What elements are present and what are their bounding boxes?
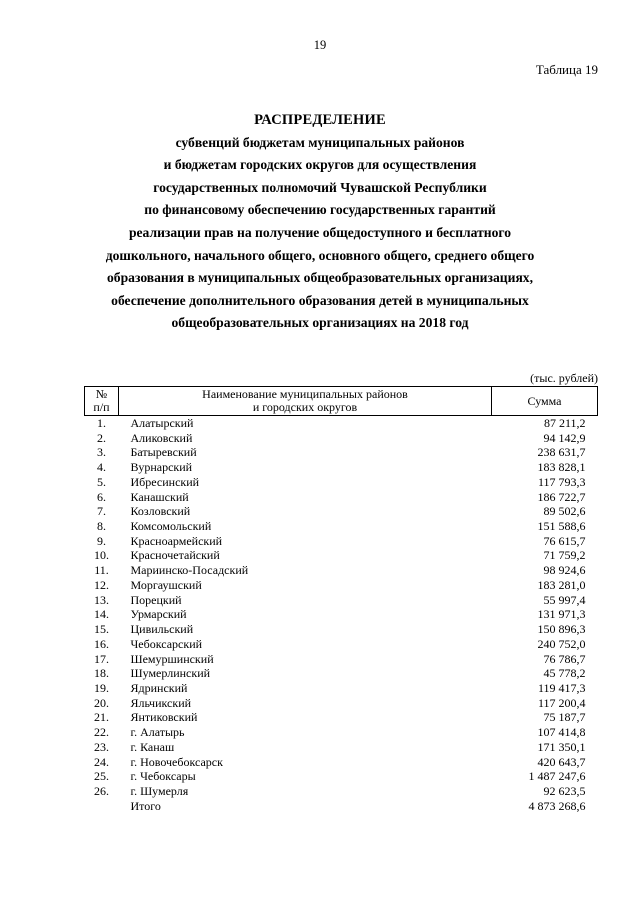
row-number: 1. bbox=[97, 416, 106, 430]
title-line: государственных полномочий Чувашской Республики bbox=[153, 179, 487, 195]
row-number: 26. bbox=[94, 783, 109, 798]
table-row bbox=[85, 504, 598, 519]
table-row bbox=[85, 784, 598, 799]
table-row bbox=[85, 696, 598, 711]
row-number: 25. bbox=[94, 769, 109, 784]
title-line: общеобразовательных организациях на 2018 год bbox=[171, 315, 469, 331]
row-number: 18. bbox=[94, 666, 109, 681]
row-number: 20. bbox=[94, 695, 109, 710]
row-name: Янтиковский bbox=[130, 710, 198, 725]
row-name: Козловский bbox=[130, 504, 191, 519]
header-name bbox=[119, 387, 492, 416]
title-line: обеспечение дополнительного образования детей в муниципальных bbox=[111, 292, 529, 308]
row-number: 11. bbox=[94, 563, 109, 578]
row-number: 24. bbox=[94, 754, 109, 769]
row-name: Мариинско-Посадский bbox=[130, 563, 249, 578]
row-sum: 183 828,1 bbox=[537, 460, 586, 475]
row-number: 7. bbox=[97, 504, 106, 519]
row-name: Урмарский bbox=[130, 607, 187, 622]
row-sum: 94 142,9 bbox=[543, 430, 586, 445]
title-line: и бюджетам городских округов для осуществления bbox=[163, 157, 477, 173]
row-number: 4. bbox=[97, 460, 106, 475]
table-row bbox=[85, 460, 598, 475]
table-row bbox=[85, 607, 598, 622]
row-sum: 1 487 247,6 bbox=[528, 769, 586, 784]
row-name: Шумерлинский bbox=[130, 666, 211, 681]
row-number: 22. bbox=[94, 725, 109, 740]
header-number-line: п/п bbox=[93, 400, 110, 414]
row-name: Шемуршинский bbox=[130, 651, 214, 666]
header-number bbox=[85, 387, 119, 416]
row-name: Яльчикский bbox=[130, 695, 192, 710]
row-number: 13. bbox=[94, 592, 109, 607]
row-sum: 119 417,3 bbox=[537, 680, 586, 695]
table-row bbox=[85, 652, 598, 667]
table-label: Таблица 19 bbox=[535, 62, 598, 77]
table-row bbox=[85, 519, 598, 534]
row-name: г. Чебоксары bbox=[130, 769, 196, 784]
title-line: образования в муниципальных общеобразовательных организациях, bbox=[107, 270, 533, 286]
header-name-line: и городских округов bbox=[252, 400, 358, 414]
row-name: г. Канаш bbox=[130, 739, 175, 754]
table-row bbox=[85, 799, 598, 814]
row-name: Итого bbox=[130, 798, 161, 813]
row-sum: 76 786,7 bbox=[543, 651, 586, 666]
table-row bbox=[85, 666, 598, 681]
row-number: 10. bbox=[94, 548, 109, 563]
row-number: 15. bbox=[94, 622, 109, 637]
row-name: Вурнарский bbox=[130, 460, 193, 475]
row-name: г. Новочебоксарск bbox=[130, 754, 223, 769]
table-row bbox=[85, 755, 598, 770]
row-sum: 420 643,7 bbox=[537, 754, 586, 769]
title-line: по финансовому обеспечению государственных гарантий bbox=[144, 202, 496, 218]
row-name: Красноармейский bbox=[130, 533, 223, 548]
row-name: Порецкий bbox=[130, 592, 182, 607]
header-sum: Сумма bbox=[492, 387, 598, 416]
table-row bbox=[85, 563, 598, 578]
title-heading: РАСПРЕДЕЛЕНИЕ bbox=[254, 112, 386, 128]
row-sum: 76 615,7 bbox=[543, 533, 586, 548]
header-name-line: Наименование муниципальных районов bbox=[202, 387, 408, 401]
row-sum: 71 759,2 bbox=[543, 548, 586, 563]
row-name: г. Шумерля bbox=[130, 783, 189, 798]
table-row bbox=[85, 475, 598, 490]
row-number: 9. bbox=[97, 533, 106, 548]
row-sum: 45 778,2 bbox=[543, 666, 586, 681]
row-name: Ядринский bbox=[130, 680, 188, 695]
row-sum: 240 752,0 bbox=[537, 636, 586, 651]
row-sum: 87 211,2 bbox=[543, 416, 586, 430]
row-sum: 131 971,3 bbox=[537, 607, 586, 622]
table-row bbox=[85, 593, 598, 608]
row-name: Красночетайский bbox=[130, 548, 220, 563]
row-sum: 55 997,4 bbox=[543, 592, 586, 607]
row-name: Канашский bbox=[130, 489, 189, 504]
row-sum: 171 350,1 bbox=[537, 739, 586, 754]
row-number: 17. bbox=[94, 651, 109, 666]
row-number: 2. bbox=[97, 430, 106, 445]
row-name: Аликовский bbox=[130, 430, 193, 445]
row-number bbox=[85, 799, 119, 814]
table-row bbox=[85, 637, 598, 652]
row-sum: 107 414,8 bbox=[537, 725, 586, 740]
row-name: Ибресинский bbox=[130, 474, 200, 489]
table-row bbox=[85, 578, 598, 593]
row-sum: 238 631,7 bbox=[537, 445, 586, 460]
row-number: 6. bbox=[97, 489, 106, 504]
row-sum: 98 924,6 bbox=[543, 563, 586, 578]
row-sum: 117 200,4 bbox=[537, 695, 586, 710]
header-number-line: № bbox=[95, 387, 108, 401]
row-number: 23. bbox=[94, 739, 109, 754]
table-row bbox=[85, 490, 598, 505]
row-number: 3. bbox=[97, 445, 106, 460]
table-row bbox=[85, 710, 598, 725]
units-label: (тыс. рублей) bbox=[530, 371, 598, 385]
row-sum: 151 588,6 bbox=[537, 519, 586, 534]
row-name: Чебоксарский bbox=[130, 636, 203, 651]
title-line: субвенций бюджетам муниципальных районов bbox=[175, 134, 465, 150]
row-number: 16. bbox=[94, 636, 109, 651]
row-number: 14. bbox=[94, 607, 109, 622]
row-sum: 75 187,7 bbox=[543, 710, 586, 725]
row-number: 8. bbox=[97, 519, 106, 534]
row-number: 21. bbox=[94, 710, 109, 725]
table-row bbox=[85, 445, 598, 460]
row-number: 12. bbox=[94, 577, 109, 592]
table-row bbox=[85, 622, 598, 637]
title-line: реализации прав на получение общедоступного и бесплатного bbox=[128, 224, 512, 240]
row-number: 19. bbox=[94, 680, 109, 695]
table-body bbox=[85, 416, 598, 814]
table-row bbox=[85, 416, 598, 431]
row-name: Батыревский bbox=[130, 445, 197, 460]
row-name: Цивильский bbox=[130, 622, 194, 637]
table-header-row bbox=[85, 387, 598, 416]
title-line: дошкольного, начального общего, основного общего, среднего общего bbox=[105, 247, 535, 263]
row-name: Алатырский bbox=[130, 416, 194, 430]
row-sum: 89 502,6 bbox=[543, 504, 586, 519]
table-row bbox=[85, 548, 598, 563]
row-sum: 4 873 268,6 bbox=[528, 798, 586, 813]
row-sum: 117 793,3 bbox=[537, 474, 586, 489]
row-number: 5. bbox=[97, 474, 106, 489]
row-sum: 92 623,5 bbox=[543, 783, 586, 798]
document-title bbox=[60, 109, 580, 335]
table-row bbox=[85, 681, 598, 696]
row-sum: 150 896,3 bbox=[537, 622, 586, 637]
row-name: Комсомольский bbox=[130, 519, 212, 534]
row-name: г. Алатырь bbox=[130, 725, 185, 740]
row-sum: 183 281,0 bbox=[537, 577, 586, 592]
row-sum: 186 722,7 bbox=[537, 489, 586, 504]
table-row bbox=[85, 431, 598, 446]
table-row bbox=[85, 740, 598, 755]
table-row bbox=[85, 725, 598, 740]
distribution-table bbox=[84, 386, 598, 813]
row-name: Моргаушский bbox=[130, 577, 202, 592]
table-row bbox=[85, 769, 598, 784]
page-number: 19 bbox=[313, 38, 327, 52]
table-row bbox=[85, 534, 598, 549]
